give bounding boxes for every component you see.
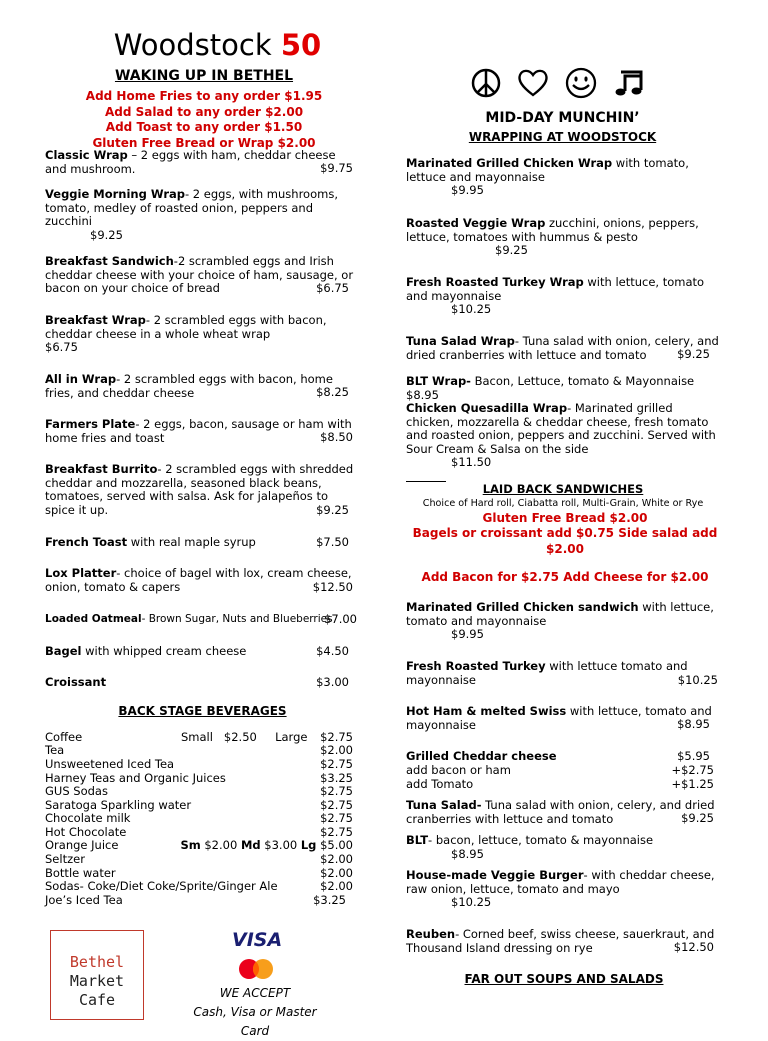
item-desc: - 2 eggs, bacon, sausage or ham with home fries and toast [45, 417, 352, 445]
menu-item [45, 463, 357, 517]
item-desc: with tomato, lettuce and mayonnaise [406, 156, 689, 184]
menu-item [406, 834, 720, 861]
peace-icon [470, 67, 502, 99]
accept-heading: WE ACCEPT [219, 986, 291, 1000]
menu-item [406, 799, 720, 826]
beverage-price: $2.75 [320, 825, 353, 839]
item-name: Breakfast Wrap [45, 313, 146, 327]
item-desc: - 2 scrambled eggs with bacon, cheddar cheese in a whole wheat wrap [45, 313, 327, 341]
soups-salads-heading: FAR OUT SOUPS AND SALADS [464, 972, 664, 986]
item-name: Tuna Salad Wrap [406, 334, 515, 348]
item-name: Marinated Grilled Chicken Wrap [406, 156, 613, 170]
beverage-row [45, 758, 353, 772]
menu-item [406, 869, 720, 910]
item-price: $12.50 [312, 580, 353, 594]
item-desc: with lettuce, tomato and mayonnaise [406, 704, 712, 732]
menu-item [45, 645, 357, 659]
beverage-row [45, 880, 353, 894]
beverage-sizes [180, 839, 353, 853]
menu-item [406, 402, 720, 470]
size-label: Sm [180, 838, 201, 852]
beverage-name: Hot Chocolate [45, 825, 127, 839]
beverage-name: Chocolate milk [45, 811, 131, 825]
item-desc: - 2 scrambled eggs with shredded cheddar and mozzarella, seasoned black beans, tomatoes, served with salsa. Ask for jalapeños to spice it up. [45, 462, 354, 517]
menu-item [45, 149, 357, 176]
item-name: Fresh Roasted Turkey [406, 659, 546, 673]
menu-item [406, 928, 720, 955]
item-name: Grilled Cheddar cheese [406, 749, 557, 763]
item-desc: with lettuce, tomato and mayonnaise [406, 600, 714, 628]
item-price: $5.95 [677, 749, 710, 763]
beverage-row [45, 785, 353, 799]
item-name: Lox Platter [45, 566, 117, 580]
menu-item [45, 255, 357, 296]
menu-item [45, 676, 357, 690]
item-price: $10.25 [677, 673, 718, 687]
size-label: Md [240, 838, 261, 852]
wraps-heading: WRAPPING AT WOODSTOCK [468, 130, 657, 144]
lunch-heading: MID-DAY MUNCHIN’ [485, 110, 640, 126]
item-price: $9.25 [495, 243, 528, 257]
menu-item [406, 157, 720, 198]
accept-methods: Cash, Visa or Master Card [193, 1005, 317, 1038]
item-desc: zucchini, onions, peppers, lettuce, tomatoes with hummus & pesto [406, 216, 699, 244]
item-price: $12.50 [673, 940, 714, 954]
mastercard-icon [237, 958, 275, 980]
menu-item [406, 335, 720, 362]
item-price: $8.95 [677, 717, 710, 731]
item-name: Hot Ham & melted Swiss [406, 704, 567, 718]
item-price: $8.50 [320, 430, 353, 444]
item-name: Chicken Quesadilla Wrap [406, 401, 568, 415]
item-price: $9.25 [681, 811, 714, 825]
item-desc: – 2 eggs with ham, cheddar cheese and mushroom. [45, 148, 336, 176]
item-price: $3.00 [316, 675, 349, 689]
menu-item [45, 536, 357, 550]
item-price: $8.95 [406, 387, 439, 402]
beverage-price: $2.75 [320, 784, 353, 798]
menu-item [406, 276, 720, 317]
addon-line: Gluten Free Bread or Wrap $2.00 [92, 135, 316, 150]
menu-item [406, 375, 720, 402]
item-price: $8.95 [451, 846, 484, 861]
beverage-name: Harney Teas and Organic Juices [45, 771, 226, 785]
item-price: $9.95 [451, 627, 484, 641]
item-name: French Toast [45, 535, 128, 549]
beverage-price: $3.25 [313, 893, 346, 907]
item-price: $8.25 [316, 385, 349, 399]
item-name: Roasted Veggie Wrap [406, 216, 546, 230]
beverage-name: Unsweetened Iced Tea [45, 757, 175, 771]
item-desc: - Tuna salad with onion, celery, and dried cranberries with lettuce and tomato [406, 334, 719, 362]
beverage-row [45, 744, 353, 758]
beverage-row [45, 812, 353, 826]
beverage-row [45, 853, 353, 867]
beverage-price: $2.00 [320, 879, 353, 893]
smiley-icon [564, 66, 598, 100]
item-name: Fresh Roasted Turkey Wrap [406, 275, 584, 289]
beverage-price: $3.25 [320, 771, 353, 785]
item-name: Tuna Salad- [406, 798, 482, 812]
beverage-price: $2.00 [320, 743, 353, 757]
item-price: $9.75 [320, 161, 353, 175]
menu-item [406, 750, 720, 764]
size-price: $3.00 [260, 838, 301, 852]
beverage-price: $2.00 [320, 852, 353, 866]
item-name: Croissant [45, 675, 107, 689]
item-desc: - bacon, lettuce, tomato & mayonnaise [428, 833, 654, 847]
divider [406, 481, 446, 482]
item-price: $9.25 [90, 228, 123, 242]
beverage-name: Coffee [45, 730, 83, 744]
item-price: $10.25 [451, 895, 492, 909]
breakfast-addons [0, 89, 408, 151]
item-name: Loaded Oatmeal [45, 613, 142, 625]
item-name: House-made Veggie Burger [406, 868, 584, 882]
page-title [0, 28, 435, 62]
item-desc: Tuna salad with onion, celery, and dried cranberries with lettuce and tomato [406, 798, 715, 826]
item-desc: - Marinated grilled chicken, mozzarella & cheddar cheese, fresh tomato and roasted onion, peppers and zucchini. Served with Sour Cream & Salsa on the side [406, 401, 716, 456]
menu-item [406, 660, 720, 687]
item-price: $4.50 [316, 644, 349, 658]
size-label: Lg [300, 838, 317, 852]
addon-line: Add Salad to any order $2.00 [104, 104, 304, 119]
beverage-name: Tea [45, 743, 65, 757]
item-name: BLT [406, 833, 429, 847]
menu-item [45, 567, 357, 594]
item-desc: Bacon, Lettuce, tomato & Mayonnaise [470, 374, 695, 388]
breakfast-heading: WAKING UP IN BETHEL [114, 68, 294, 84]
item-desc: - 2 scrambled eggs with bacon, home fries, and cheddar cheese [45, 372, 333, 400]
beverage-name: Sodas- Coke/Diet Coke/Sprite/Ginger Ale [45, 879, 278, 893]
menu-item [406, 778, 720, 792]
size-price: $5.00 [316, 838, 353, 852]
bethel-market-cafe-logo [50, 930, 144, 1020]
title-number: 50 [280, 28, 322, 62]
menu-item [45, 613, 357, 627]
beverage-name: Saratoga Sparkling water [45, 798, 192, 812]
item-name: Reuben [406, 927, 456, 941]
sandwiches-heading: LAID BACK SANDWICHES [482, 482, 644, 496]
item-desc: with real maple syrup [127, 535, 256, 549]
menu-item [45, 373, 357, 400]
item-name: Farmers Plate [45, 417, 136, 431]
item-name: Breakfast Burrito [45, 462, 158, 476]
item-name: add Tomato [406, 777, 474, 791]
item-name: BLT Wrap- [406, 374, 471, 388]
icon-row [470, 62, 650, 104]
item-name: Breakfast Sandwich [45, 254, 174, 268]
sandwich-addon: Bagels or croissant add $0.75 Side salad add $2.00 [412, 526, 718, 556]
logo-line: Bethel [69, 953, 125, 971]
sandwich-addon: Gluten Free Bread $2.00 [482, 511, 648, 525]
item-price: $7.50 [316, 535, 349, 549]
item-price: $7.00 [324, 612, 357, 626]
item-desc: - choice of bagel with lox, cream cheese, onion, tomato & capers [45, 566, 352, 594]
item-name: Marinated Grilled Chicken sandwich [406, 600, 639, 614]
item-price: $9.25 [677, 347, 710, 361]
beverage-row [45, 839, 353, 853]
music-note-icon [612, 67, 646, 99]
item-price: $9.95 [451, 183, 484, 197]
heart-icon [516, 67, 550, 99]
bread-choice: Choice of Hard roll, Ciabatta roll, Multi-Grain, White or Rye [422, 498, 704, 509]
beverage-price: $2.00 [320, 866, 353, 880]
menu-item [406, 601, 720, 642]
item-desc: - Brown Sugar, Nuts and Blueberries [141, 613, 333, 625]
logo-line: Cafe [78, 991, 116, 1009]
item-price: $6.75 [45, 340, 78, 354]
beverage-price: $2.75 [320, 730, 353, 744]
item-price: $10.25 [451, 302, 492, 316]
title-name: Woodstock [113, 28, 272, 62]
item-price: +$1.25 [671, 777, 714, 791]
addon-line: Add Home Fries to any order $1.95 [85, 89, 323, 103]
size-price: $2.00 [200, 838, 241, 852]
item-desc: - 2 eggs, with mushrooms, tomato, medley of roasted onion, peppers and zucchini [45, 187, 338, 228]
item-desc: - Corned beef, swiss cheese, sauerkraut, and Thousand Island dressing on rye [406, 927, 715, 955]
beverage-price: $2.75 [320, 798, 353, 812]
beverage-sizes: Small $2.50 Large [181, 730, 308, 744]
beverage-name: Orange Juice [45, 838, 119, 852]
menu-item [406, 217, 720, 258]
beverages-heading: BACK STAGE BEVERAGES [118, 704, 287, 718]
beverage-name: GUS Sodas [45, 784, 108, 798]
item-price: +$2.75 [671, 763, 714, 777]
beverage-name: Joe’s Iced Tea [45, 893, 123, 907]
logo-line: Market [69, 972, 125, 990]
item-desc: with lettuce tomato and mayonnaise [406, 659, 688, 687]
menu-item [406, 705, 720, 732]
item-desc: with lettuce, tomato and mayonnaise [406, 275, 705, 303]
addon-line: Add Toast to any order $1.50 [105, 120, 303, 134]
beverage-row [45, 731, 353, 745]
item-name: All in Wrap [45, 372, 117, 386]
item-desc: with whipped cream cheese [81, 644, 247, 658]
beverage-row [45, 894, 346, 908]
menu-item [406, 764, 720, 778]
item-name: add bacon or ham [406, 763, 511, 777]
item-desc: - with cheddar cheese, raw onion, lettuce, tomato and mayo [406, 868, 715, 896]
beverage-price: $2.75 [320, 811, 353, 825]
item-price: $11.50 [451, 455, 492, 469]
sandwich-addon: Add Bacon for $2.75 Add Cheese for $2.00 [421, 570, 709, 584]
menu-item [45, 314, 357, 355]
item-price: $9.25 [316, 503, 349, 517]
item-desc: -2 scrambled eggs and Irish cheddar cheese with your choice of ham, sausage, or bacon on your choice of bread [45, 254, 354, 295]
menu-item [45, 187, 357, 242]
visa-logo: VISA [232, 929, 283, 951]
menu-item [45, 418, 357, 445]
item-name: Veggie Morning Wrap [45, 187, 185, 201]
beverage-name: Bottle water [45, 866, 116, 880]
beverage-price: $2.75 [320, 757, 353, 771]
beverage-name: Seltzer [45, 852, 85, 866]
item-name: Bagel [45, 644, 82, 658]
item-name: Classic Wrap [45, 148, 128, 162]
payment-accepted [185, 984, 325, 1041]
item-price: $6.75 [316, 281, 349, 295]
